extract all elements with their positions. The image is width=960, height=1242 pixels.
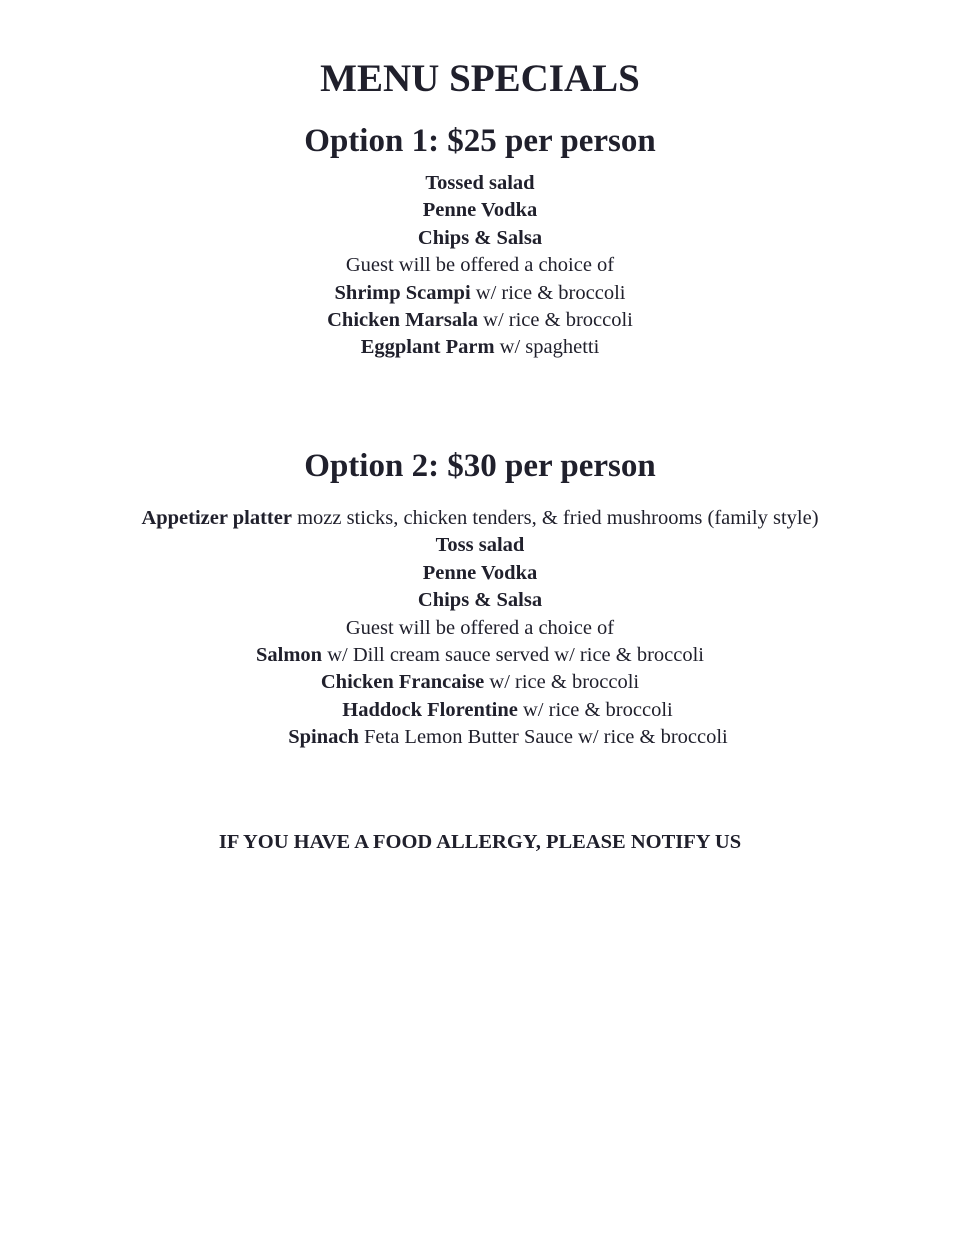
option2-appetizer bbox=[0, 505, 960, 532]
option2-choice bbox=[0, 724, 960, 751]
choice-detail: w/ rice & broccoli bbox=[478, 308, 633, 331]
option1-choice-intro: Guest will be offered a choice of bbox=[345, 254, 615, 277]
choice-detail: w/ rice & broccoli bbox=[470, 281, 626, 304]
option1-choice bbox=[0, 334, 960, 361]
choice-name: Eggplant Parm bbox=[360, 336, 495, 359]
choice-detail: Feta Lemon Butter Sauce w/ rice & broccoli bbox=[358, 726, 728, 749]
choice-name: Shrimp Scampi bbox=[334, 281, 471, 304]
option1-item: Tossed salad bbox=[425, 172, 535, 194]
page-title: MENU SPECIALS bbox=[320, 57, 640, 100]
option1-item: Chips & Salsa bbox=[417, 226, 543, 249]
choice-name: Salmon bbox=[255, 643, 323, 666]
choice-detail: w/ spaghetti bbox=[494, 336, 600, 359]
appetizer-detail: mozz sticks, chicken tenders, & fried mushrooms (family style) bbox=[291, 507, 819, 529]
option2-choice bbox=[0, 669, 960, 696]
option2-choice bbox=[0, 642, 960, 669]
choice-name: Chicken Francaise bbox=[320, 671, 485, 694]
option2-item: Toss salad bbox=[435, 534, 525, 557]
option1-choice bbox=[0, 307, 960, 334]
choice-detail: w/ rice & broccoli bbox=[517, 698, 673, 721]
option2-list bbox=[0, 505, 960, 752]
choice-name: Chicken Marsala bbox=[327, 308, 479, 331]
appetizer-name: Appetizer platter bbox=[141, 507, 292, 529]
allergy-notice: IF YOU HAVE A FOOD ALLERGY, PLEASE NOTIFY US bbox=[218, 831, 742, 853]
option2-choice-intro: Guest will be offered a choice of bbox=[345, 616, 615, 639]
choice-name: Haddock Florentine bbox=[342, 698, 518, 721]
choice-detail: w/ Dill cream sauce served w/ rice & broccoli bbox=[322, 643, 705, 666]
option1-list bbox=[0, 170, 960, 362]
choice-name: Spinach bbox=[288, 726, 359, 749]
option1-heading: Option 1: $25 per person bbox=[304, 123, 656, 159]
option1-item: Penne Vodka bbox=[422, 199, 538, 222]
option2-item: Penne Vodka bbox=[422, 561, 538, 584]
choice-detail: w/ rice & broccoli bbox=[484, 671, 640, 694]
option2-heading: Option 2: $30 per person bbox=[304, 448, 656, 484]
option2-item: Chips & Salsa bbox=[417, 589, 543, 612]
option2-choice bbox=[0, 697, 960, 724]
option1-choice bbox=[0, 280, 960, 307]
